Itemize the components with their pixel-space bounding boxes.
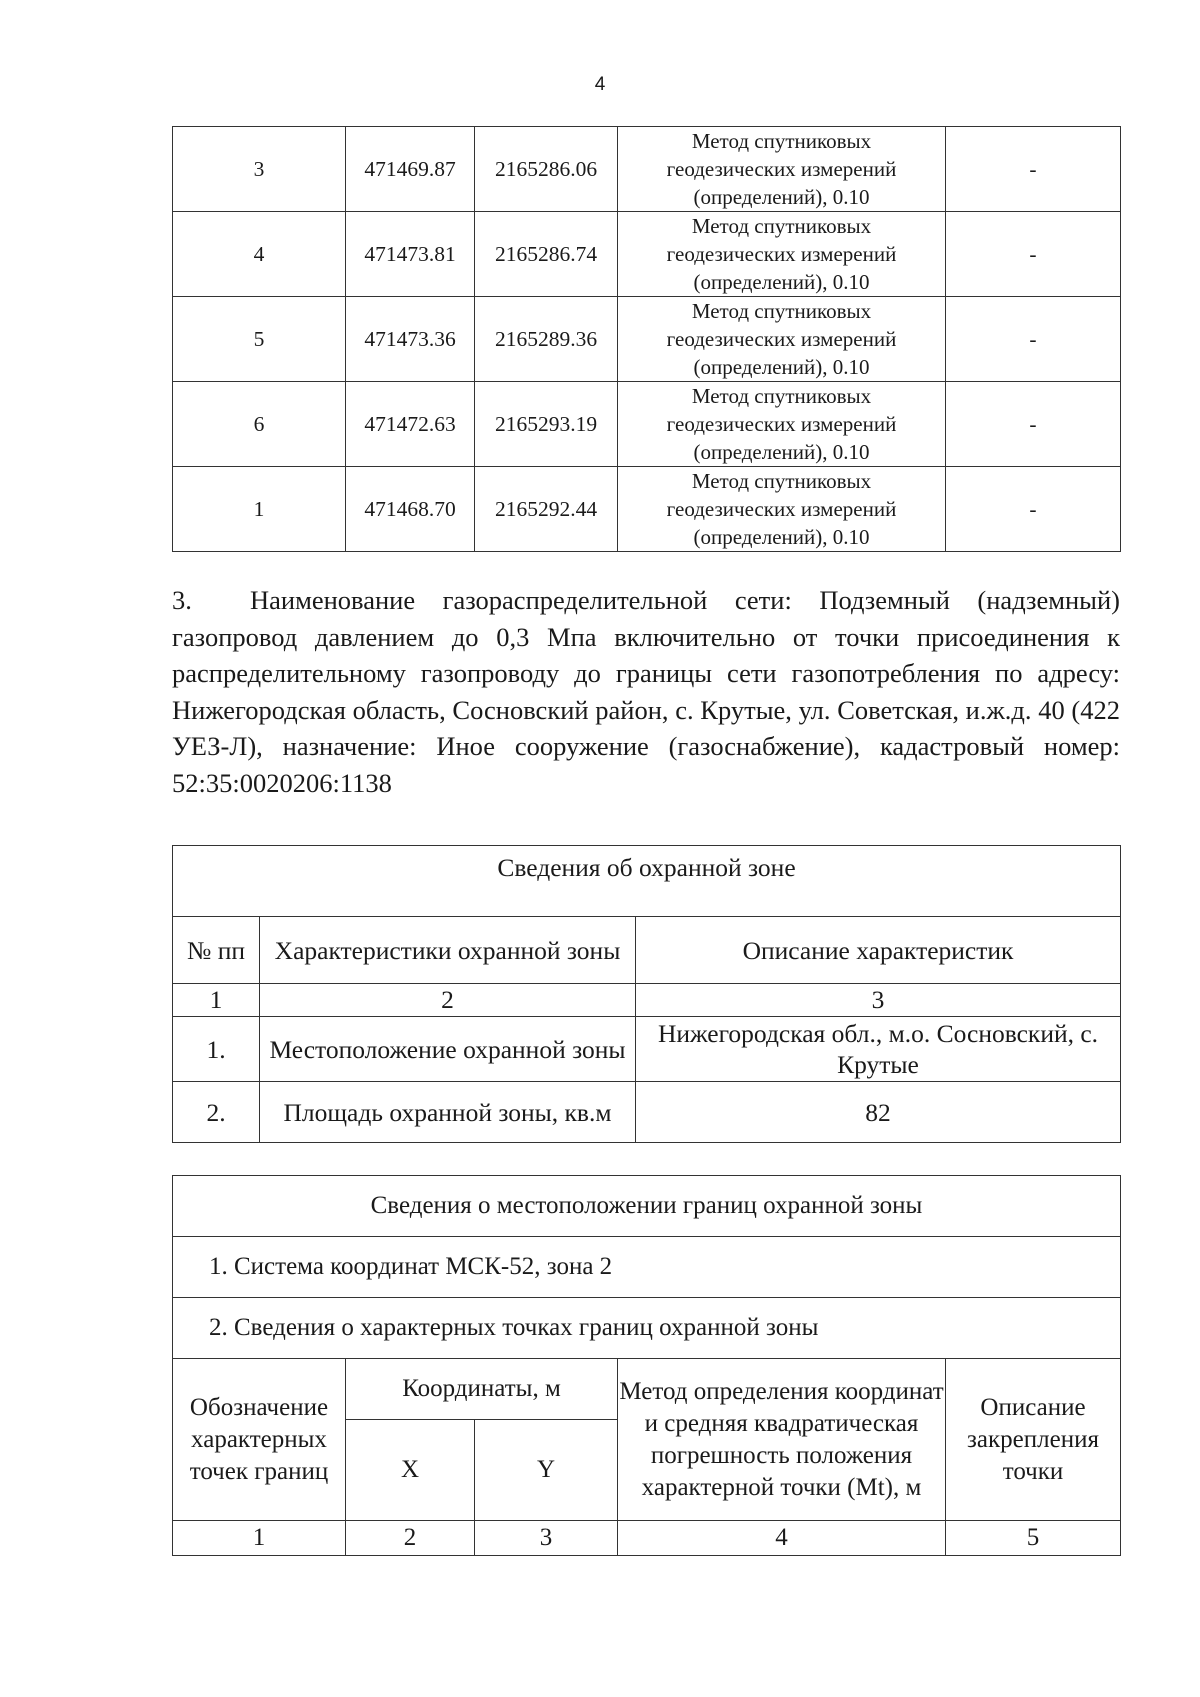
characteristic-value: Нижегородская обл., м.о. Сосновский, с. Крутые	[636, 1017, 1121, 1082]
method-cell	[618, 212, 946, 297]
col-header-coordinates: Координаты, м	[346, 1359, 618, 1420]
y-cell: 2165286.06	[475, 127, 618, 212]
table-row	[173, 1017, 1121, 1082]
point-cell: 3	[173, 127, 346, 212]
method-line: Метод спутниковых	[691, 469, 872, 493]
y-cell: 2165289.36	[475, 297, 618, 382]
col-index: 2	[346, 1521, 475, 1556]
method-line: (определений), 0.10	[693, 270, 870, 294]
table-row	[173, 212, 1121, 297]
fixing-cell: -	[946, 382, 1121, 467]
col-header-fixing: Описание закрепления точки	[946, 1359, 1121, 1521]
fixing-cell: -	[946, 212, 1121, 297]
coordinates-table-continued	[172, 126, 1121, 552]
y-cell: 2165292.44	[475, 467, 618, 552]
characteristic-value: 82	[636, 1082, 1121, 1143]
section-number: 3.	[172, 585, 192, 615]
x-cell: 471469.87	[346, 127, 475, 212]
method-cell	[618, 467, 946, 552]
characteristic-name: Площадь охранной зоны, кв.м	[260, 1082, 636, 1143]
col-header-point: Обозначение характерных точек границ	[173, 1359, 346, 1521]
fixing-cell: -	[946, 127, 1121, 212]
fixing-cell: -	[946, 467, 1121, 552]
y-cell: 2165293.19	[475, 382, 618, 467]
point-cell: 1	[173, 467, 346, 552]
col-index: 3	[475, 1521, 618, 1556]
col-index: 1	[173, 984, 260, 1017]
x-cell: 471473.36	[346, 297, 475, 382]
col-header-characteristic: Характеристики охранной зоны	[260, 917, 636, 984]
fixing-cell: -	[946, 297, 1121, 382]
table-row	[173, 127, 1121, 212]
col-header-y: Y	[475, 1420, 618, 1521]
method-cell	[618, 127, 946, 212]
col-header-number: № пп	[173, 917, 260, 984]
x-cell: 471468.70	[346, 467, 475, 552]
col-header-description: Описание характеристик	[636, 917, 1121, 984]
point-cell: 4	[173, 212, 346, 297]
coordinate-system: 1. Система координат МСК-52, зона 2	[173, 1237, 1121, 1298]
method-line: геодезических измерений	[666, 157, 897, 181]
method-line: геодезических измерений	[666, 327, 897, 351]
method-line: Метод спутниковых	[691, 384, 872, 408]
method-line: (определений), 0.10	[693, 355, 870, 379]
section-paragraph	[172, 582, 1120, 801]
method-cell	[618, 297, 946, 382]
method-cell	[618, 382, 946, 467]
method-line: Метод спутниковых	[691, 129, 872, 153]
characteristic-name: Местоположение охранной зоны	[260, 1017, 636, 1082]
method-line: геодезических измерений	[666, 412, 897, 436]
zone-info-title: Сведения об охранной зоне	[173, 846, 1121, 917]
table-row	[173, 382, 1121, 467]
point-cell: 5	[173, 297, 346, 382]
col-header-x: X	[346, 1420, 475, 1521]
table-row	[173, 297, 1121, 382]
method-line: (определений), 0.10	[693, 185, 870, 209]
row-number: 2.	[173, 1082, 260, 1143]
section-text: Наименование газораспределительной сети: Подземный (надземный) газопровод давлением до 0,3 Мпа включительно от точки присоединения к распределительному газопроводу до границы сети газопотребления по адресу: Нижегородская область, Сосновский район, с. Крутые, ул. Советская, и.ж.д. 40 (422 УЕЗ-Л), назначение: Иное сооружение (газоснабжение), кадастровый номер: 52:35:0020206:1138	[172, 585, 1120, 798]
method-line: геодезических измерений	[666, 497, 897, 521]
points-subtitle: 2. Сведения о характерных точках границ охранной зоны	[173, 1298, 1121, 1359]
x-cell: 471473.81	[346, 212, 475, 297]
location-info-title: Сведения о местоположении границ охранной зоны	[173, 1176, 1121, 1237]
y-cell: 2165286.74	[475, 212, 618, 297]
location-info-table	[172, 1175, 1121, 1556]
col-index: 4	[618, 1521, 946, 1556]
point-cell: 6	[173, 382, 346, 467]
page-number: 4	[594, 74, 606, 95]
col-index: 2	[260, 984, 636, 1017]
method-line: Метод спутниковых	[691, 214, 872, 238]
col-index: 5	[946, 1521, 1121, 1556]
x-cell: 471472.63	[346, 382, 475, 467]
col-index: 1	[173, 1521, 346, 1556]
table-row	[173, 1082, 1121, 1143]
method-line: (определений), 0.10	[693, 525, 870, 549]
col-index: 3	[636, 984, 1121, 1017]
zone-info-table	[172, 845, 1121, 1143]
table-row	[173, 467, 1121, 552]
method-line: геодезических измерений	[666, 242, 897, 266]
method-line: (определений), 0.10	[693, 440, 870, 464]
row-number: 1.	[173, 1017, 260, 1082]
method-line: Метод спутниковых	[691, 299, 872, 323]
col-header-method: Метод определения координат и средняя квадратическая погрешность положения характерной точки (Mt), м	[618, 1359, 946, 1521]
